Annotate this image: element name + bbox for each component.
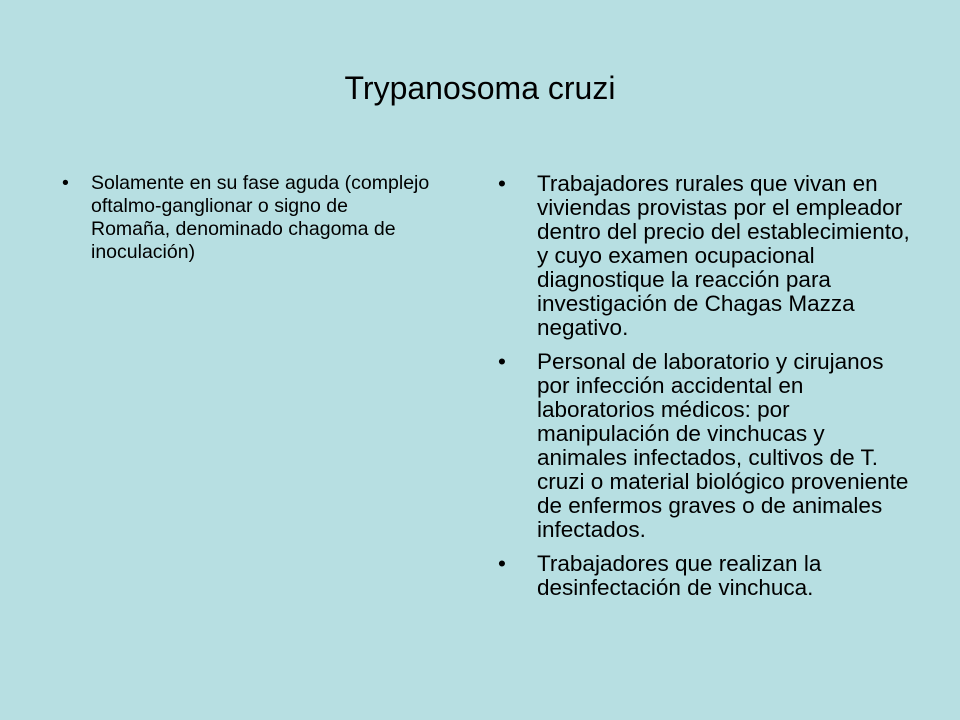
- right-bullet-list: [498, 172, 918, 610]
- list-item: [498, 552, 918, 600]
- bullet-text: Trabajadores rurales que vivan en viviendas provistas por el empleador dentro del precio del establecimiento, y cuyo examen ocupacional diagnostique la reacción para investigación de Chagas Mazza negativo.: [537, 171, 910, 340]
- list-item: [498, 350, 918, 542]
- left-bullet-list: [62, 172, 432, 264]
- bullet-icon: •: [62, 172, 69, 194]
- bullet-icon: •: [498, 349, 506, 374]
- list-item: [62, 172, 432, 264]
- bullet-text: Personal de laboratorio y cirujanos por infección accidental en laboratorios médicos: por manipulación de vinchucas y animales infectados, cultivos de T. cruzi o material biológico proveniente de enfermos graves o de animales infectados.: [537, 349, 909, 542]
- bullet-icon: •: [498, 551, 506, 576]
- bullet-text: Trabajadores que realizan la desinfectación de vinchuca.: [537, 551, 822, 600]
- bullet-icon: •: [498, 171, 506, 196]
- list-item: [498, 172, 918, 340]
- slide-title: Trypanosoma cruzi: [344, 70, 616, 106]
- bullet-text: Solamente en su fase aguda (complejo oftalmo-ganglionar o signo de Romaña, denominado chagoma de inoculación): [91, 172, 430, 263]
